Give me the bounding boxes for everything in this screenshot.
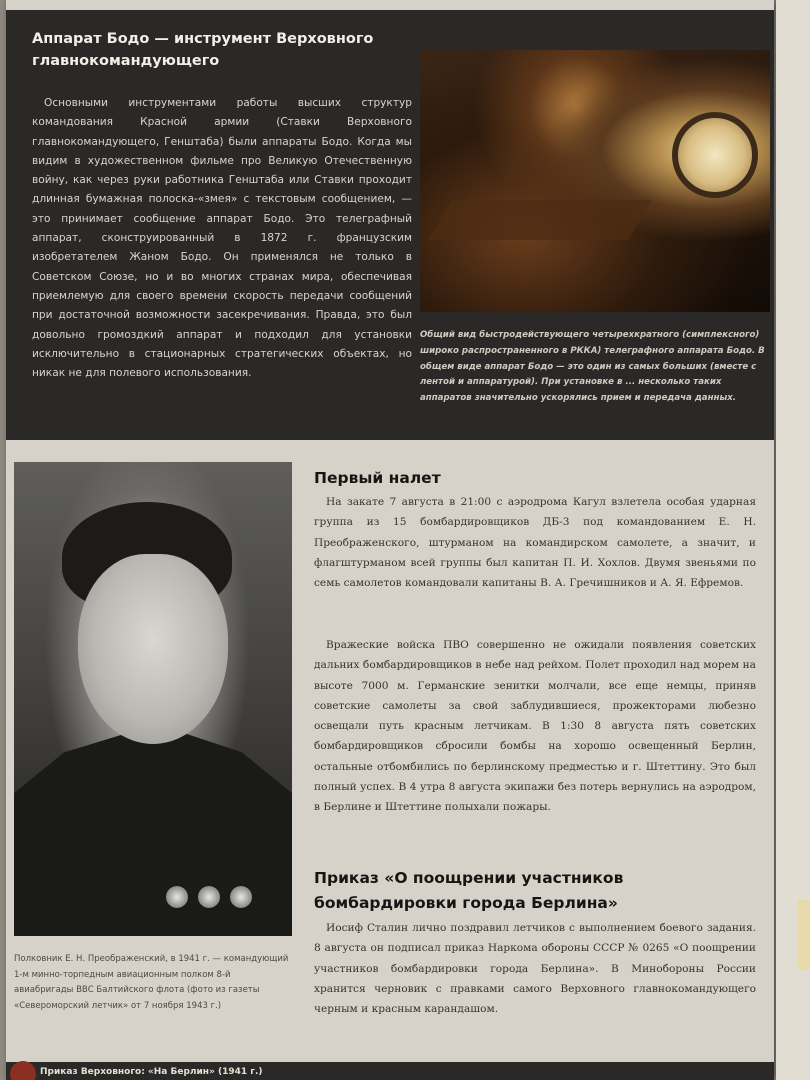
section-heading-order: Приказ «О поощрении участников бомбардировки города Берлина» [314,869,624,912]
telegraph-wheel-shape [672,112,758,198]
paragraph: На закате 7 августа в 21:00 с аэродрома Кагул взлетела особая ударная группа из 15 бомбардировщиков ДБ-3 под командованием Е. Н. Преображенского, штурманом на командирском самолете, а значит, и флагштурманом всей группы был капитан П. И. Хохлов. Двумя звеньями по семь самолетов командовали капитаны В. А. Гречишников и А. Я. Ефремов. [314,496,756,590]
sidebar-box-text: Основными инструментами работы высших структур командования Красной армии (Ставки Верховного главнокомандующего, Генштаба) были аппараты Бодо. Когда мы видим в художественном фильме про Великую Отечественную войну, как через руки работника Генштаба или Ставки проходит длинная бумажная полоска-«змея» с текстовым сообщением, — это принимает сообщение аппарат Бодо. Это телеграфный аппарат, сконструированный в 1872 г. французским изобретателем Жаном Бодо. Он применялся не только в Советском Союзе, но и во многих странах мира, обеспечивая приемлемую для своего времени скорость передачи сообщений при достаточной возможности засекречивания. Правда, это был довольно громоздкий аппарат и подходил для установки исключительно в стационарных стратегических объектах, но никак не для полевого использования. [32,97,412,380]
medal-icon [198,886,220,908]
preobrazhensky-portrait-photo [14,462,292,936]
baudot-telegraph-photo [420,50,770,312]
footer-running-title: Приказ Верховного: «На Берлин» (1941 г.) [40,1067,263,1077]
telegraph-keyboard-shape [428,200,651,240]
portrait-face-shape [78,554,228,744]
sidebar-box-title: Аппарат Бодо — инструмент Верховного главнокомандующего [32,31,374,69]
star-medal-icon [230,886,252,908]
portrait-caption: Полковник Е. Н. Преображенский, в 1941 г. — командующий 1-м минно-торпедным авиационным полком 8-й авиабригады ВВС Балтийского флота (фото из газеты «Североморский летчик» от 7 ноября 1943 г.) [14,954,289,1011]
bookmark-tab [798,900,810,970]
section-heading-first-raid: Первый налет [314,469,441,487]
portrait-tunic-shape [14,732,292,936]
footer-dot-icon [10,1061,36,1080]
paragraph: Иосиф Сталин лично поздравил летчиков с выполнением боевого задания. 8 августа он подписал приказ Наркома обороны СССР № 0265 «О поощрении участников бомбардировки города Берлина». В Минобороны России хранится черновик с правками самого Верховного главнокомандующего черным и красным карандашом. [314,922,756,1016]
adjacent-page-edge [776,0,810,1080]
medal-icon [166,886,188,908]
telegraph-photo-caption: Общий вид быстродействующего четырехкратного (симплексного) широко распространенного в РККА) телеграфного аппарата Бодо. В общем виде аппарат Бодо — это один из самых больших (вместе с лентой и аппаратурой). При установке в ... несколько таких аппаратов значительно ускорялись прием и передача данных. [420,330,765,404]
paragraph: Вражеские войска ПВО совершенно не ожидали появления советских дальних бомбардировщиков в небе над рейхом. Полет проходил над морем на высоте 7000 м. Германские зенитки молчали, все еще немцы, приняв советские самолеты за свой заблудившиеся, прожекторами любезно освещали путь красным летчикам. В 1:30 8 августа пять советских бомбардировщиков сбросили бомбы на хорошо освещенный Берлин, остальные отбомбились по берлинскому предместью и г. Штеттину. Это был полный успех. В 4 утра 8 августа экипажи без потерь вернулись на аэродром, в Берлине и Штеттине полыхали пожары. [314,639,756,814]
magazine-page [6,0,774,1080]
